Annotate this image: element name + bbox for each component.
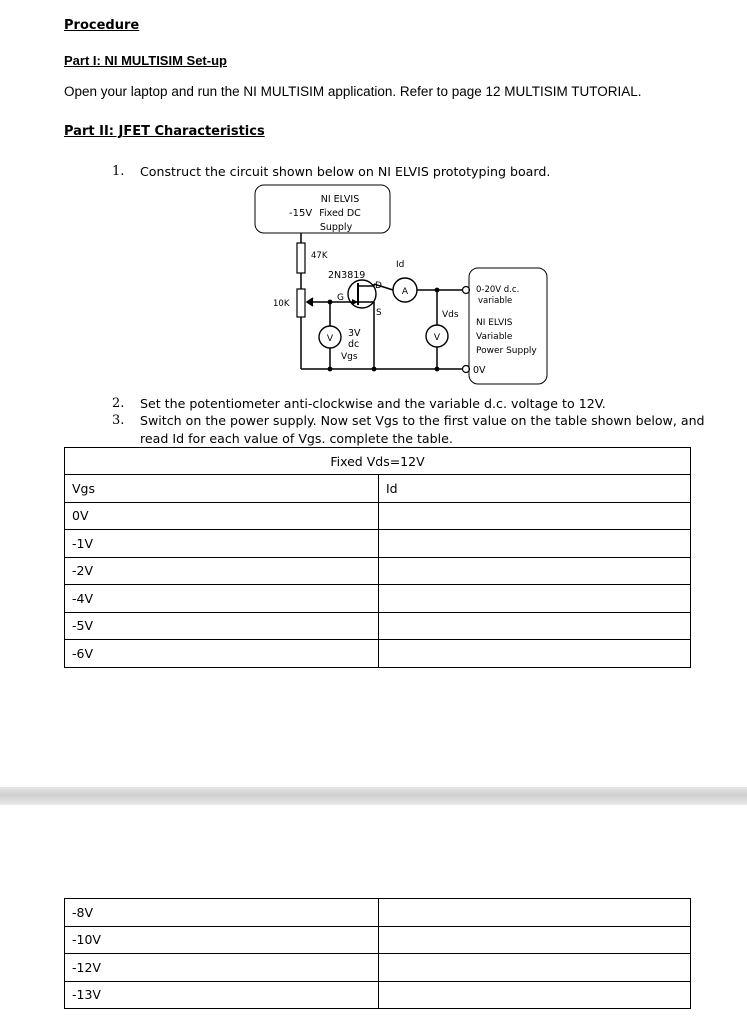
- vgs-cell: -6V: [65, 640, 379, 668]
- vgs-cell: -4V: [65, 585, 379, 613]
- variable-supply-line3: NI ELVIS: [476, 318, 513, 328]
- header-id: Id: [379, 475, 691, 503]
- vgs-meter-dc: dc: [348, 339, 360, 350]
- vgs-meter-range: 3V: [348, 328, 361, 339]
- potentiometer-10k: [297, 289, 305, 317]
- fixed-supply-line2: Fixed DC: [319, 208, 361, 219]
- variable-supply-line5: Power Supply: [476, 346, 537, 356]
- vds-meter-v: V: [433, 333, 441, 343]
- step-1-text: Construct the circuit shown below on NI ELVIS prototyping board.: [140, 164, 551, 179]
- table-row: [65, 585, 691, 613]
- vgs-cell: -12V: [65, 954, 379, 982]
- ammeter-label: A: [401, 287, 409, 297]
- id-cell[interactable]: [379, 981, 691, 1009]
- step-2-text: Set the potentiometer anti-clockwise and the variable d.c. voltage to 12V.: [140, 396, 606, 411]
- vgs-cell: -8V: [65, 899, 379, 927]
- fixed-supply-line3: Supply: [319, 222, 353, 233]
- vds-label: Vds: [442, 310, 459, 320]
- step-3-text-continued: read Id for each value of Vgs. complete the table.: [140, 431, 453, 446]
- fixed-voltage-label: -15V: [289, 208, 313, 219]
- vgs-cell: -10V: [65, 926, 379, 954]
- vgs-cell: -13V: [65, 981, 379, 1009]
- source-label: S: [376, 308, 382, 318]
- variable-supply-line2: variable: [478, 296, 513, 306]
- jfet-circuit-diagram: [0, 0, 747, 400]
- part1-text: Open your laptop and run the NI MULTISIM application. Refer to page 12 MULTISIM TUTORIAL.: [64, 84, 642, 99]
- drain-label: D: [375, 281, 382, 291]
- id-label: Id: [396, 260, 405, 270]
- id-cell[interactable]: [379, 954, 691, 982]
- transistor-label: 2N3819: [328, 270, 366, 281]
- id-cell[interactable]: [379, 640, 691, 668]
- page-break-divider: [0, 787, 747, 805]
- table-row: [65, 926, 691, 954]
- id-cell[interactable]: [379, 612, 691, 640]
- step-1-number: 1.: [112, 164, 125, 179]
- table-row: [65, 530, 691, 558]
- step-3-number: 3.: [112, 413, 125, 428]
- zero-volt-label: 0V: [473, 365, 486, 376]
- gate-label: G: [337, 293, 344, 303]
- pot-label: 10K: [273, 299, 290, 309]
- id-cell[interactable]: [379, 502, 691, 530]
- table-row: [65, 899, 691, 927]
- id-cell[interactable]: [379, 926, 691, 954]
- variable-supply-line1: 0-20V d.c.: [476, 285, 520, 295]
- procedure-heading: Procedure: [64, 18, 140, 33]
- resistor-47k: [297, 243, 305, 273]
- table-row: [65, 954, 691, 982]
- id-cell[interactable]: [379, 557, 691, 585]
- variable-supply-line4: Variable: [476, 332, 513, 342]
- vgs-cell: 0V: [65, 502, 379, 530]
- table-row: [65, 557, 691, 585]
- vgs-meter-v: V: [326, 334, 334, 344]
- r1-label: 47K: [311, 251, 328, 261]
- vgs-cell: -2V: [65, 557, 379, 585]
- table-row: [65, 612, 691, 640]
- id-cell[interactable]: [379, 899, 691, 927]
- results-table-continued: [64, 898, 691, 1009]
- table-caption: Fixed Vds=12V: [65, 448, 691, 475]
- header-vgs: Vgs: [65, 475, 379, 503]
- fixed-supply-line1: NI ELVIS: [320, 194, 360, 205]
- part2-title: Part II: JFET Characteristics: [64, 124, 265, 139]
- step-3-text: Switch on the power supply. Now set Vgs to the first value on the table shown below, and: [140, 413, 705, 428]
- table-row: [65, 502, 691, 530]
- id-cell[interactable]: [379, 530, 691, 558]
- step-2-number: 2.: [112, 396, 125, 411]
- part1-title: Part I: NI MULTISIM Set-up: [64, 53, 227, 68]
- vgs-cell: -5V: [65, 612, 379, 640]
- table-header-row: [65, 475, 691, 503]
- vgs-meter-label: Vgs: [341, 352, 358, 362]
- results-table: [64, 447, 691, 668]
- table-row: [65, 981, 691, 1009]
- vgs-cell: -1V: [65, 530, 379, 558]
- table-row: [65, 640, 691, 668]
- id-cell[interactable]: [379, 585, 691, 613]
